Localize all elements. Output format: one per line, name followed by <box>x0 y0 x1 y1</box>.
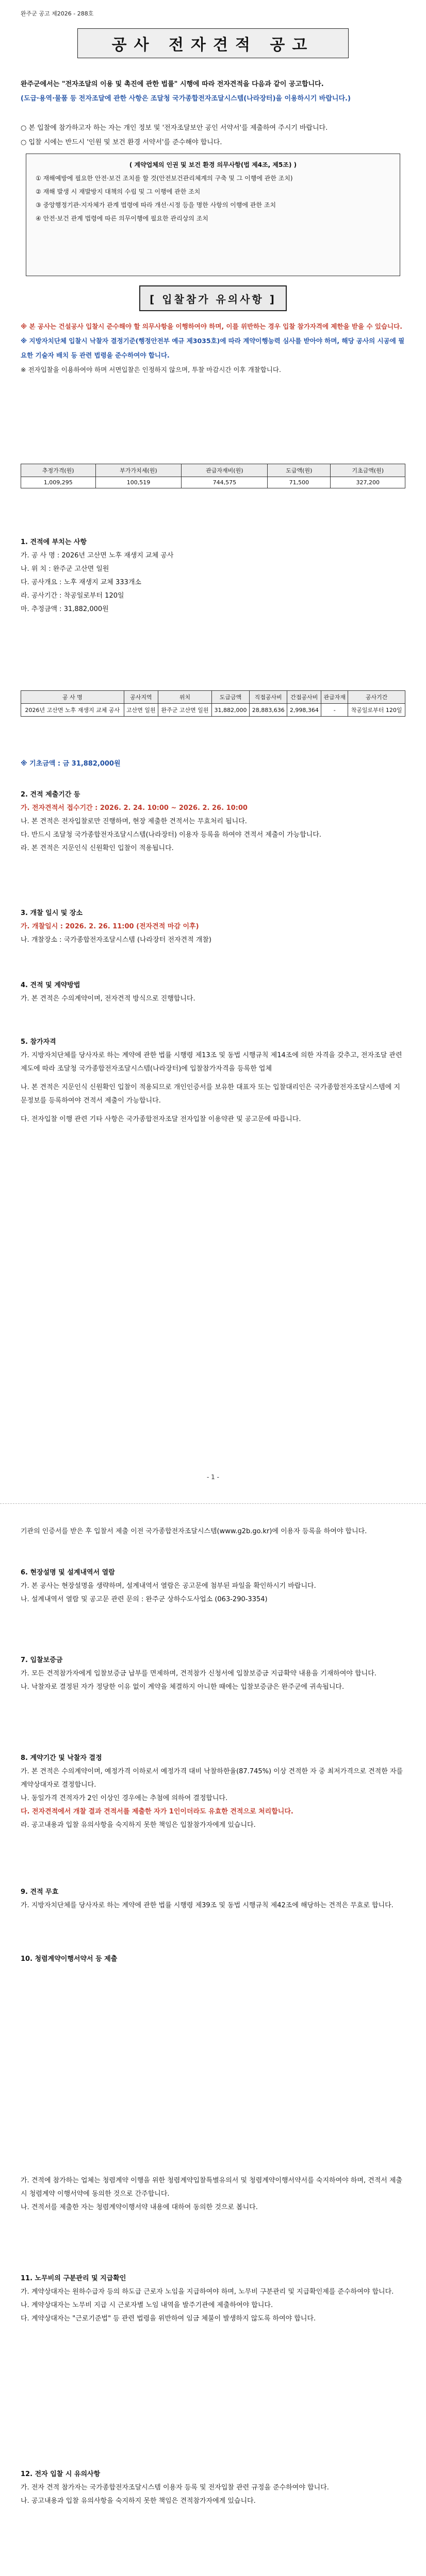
section-12 <box>21 2468 405 2508</box>
duty-box <box>26 154 400 276</box>
table-cell: 완주군 고산면 일원 <box>158 704 212 717</box>
intro-line-1: 완주군에서는 "전자조달의 이용 및 촉진에 관한 법률" 시행에 따라 전자견적을 다음과 같이 공고합니다. <box>21 80 324 88</box>
section-9-title: 9. 견적 무효 <box>21 1888 59 1896</box>
section-1-line: 라. 공사기간 : 착공일로부터 120일 <box>21 592 124 600</box>
page2-continuation <box>21 1525 405 1538</box>
section-7 <box>21 1654 405 1694</box>
section-11-title: 11. 노무비의 구분관리 및 지급확인 <box>21 2275 126 2282</box>
section-11-line: 다. 계약상대자는 "근로기준법" 등 관련 법령을 위반하여 임금 체불이 발생하지 않도록 하여야 합니다. <box>21 2315 316 2323</box>
section-12-line: 나. 공고내용과 입찰 유의사항을 숙지하지 못한 책임은 견적참가자에게 있습니다. <box>21 2497 256 2505</box>
section-3-title: 3. 개찰 일시 및 장소 <box>21 909 83 917</box>
section-7-line: 나. 낙찰자로 결정된 자가 정당한 이유 없이 계약을 체결하지 아니한 때에는 입찰보증금은 완주군에 귀속됩니다. <box>21 1683 345 1691</box>
notice-3: ※ 전자입찰을 이용하여야 하며 서면입찰은 인정하지 않으며, 투찰 마감시간 이후 개찰합니다. <box>21 366 281 374</box>
table-header: 공사지역 <box>124 691 158 704</box>
notice-2: ※ 지방자치단체 입찰시 낙찰자 결정기준(행정안전부 예규 제3035호)에 따라 계약이행능력 심사를 받아야 하며, 해당 공사의 시공에 필요한 기술자 배치 등 관련 법령을 준수하여야 합니다. <box>21 337 405 359</box>
table-cell: 1,009,295 <box>21 477 96 488</box>
table-cell: 2026년 고산면 노후 재생지 교체 공사 <box>21 704 124 717</box>
notice-heading: [ 입찰참가 유의사항 ] <box>139 285 287 311</box>
table-cell: 31,882,000 <box>211 704 249 717</box>
table-cell: 327,200 <box>331 477 405 488</box>
section-2-line: 라. 본 견적은 지문인식 신원확인 입찰이 적용됩니다. <box>21 844 174 852</box>
table-cell: 28,883,636 <box>250 704 287 717</box>
table-header: 위치 <box>158 691 212 704</box>
section-1 <box>21 536 405 616</box>
table-cell: 2,998,364 <box>287 704 321 717</box>
table-header: 직접공사비 <box>250 691 287 704</box>
section-1-line: 마. 추정금액 : 31,882,000원 <box>21 605 109 613</box>
page-number: - 1 - <box>207 1473 219 1481</box>
duty-line-4: ④ 안전·보건 관계 법령에 따른 의무이행에 필요한 관리상의 조치 <box>36 215 208 222</box>
intro-text <box>21 77 405 106</box>
table-cell: 착공일로부터 120일 <box>348 704 405 717</box>
notice-1: ※ 본 공사는 건설공사 입찰시 준수해야 할 의무사항을 이행하여야 하며, 이를 위반하는 경우 입찰 참가자격에 제한을 받을 수 있습니다. <box>21 323 402 330</box>
bullet-1: ○ 본 입찰에 참가하고자 하는 자는 개인 정보 및 '전자조달보안 공인 서약서'를 제출하여 주시기 바랍니다. <box>21 124 328 132</box>
section-5 <box>21 1036 405 1126</box>
table-cell: 744,575 <box>182 477 268 488</box>
section-8-line: 가. 본 견적은 수의계약이며, 예정가격 이하로서 예정가격 대비 낙찰하한율(87.745%) 이상 견적한 자 중 최저가격으로 견적한 자를 계약상대자로 결정합니다. <box>21 1768 403 1789</box>
duty-line-3: ③ 중앙행정기관·지자체가 관계 법령에 따라 개선·시정 등을 명한 사항의 이행에 관한 조치 <box>36 201 276 209</box>
section-4-title: 4. 견적 및 계약방법 <box>21 981 80 989</box>
section-9-line: 가. 지방자치단체를 당사자로 하는 계약에 관한 법률 시행령 제39조 및 동법 시행규칙 제42조에 해당하는 견적은 무효로 합니다. <box>21 1902 394 1909</box>
section-2-line: 가. 전자견적서 접수기간 : 2026. 2. 24. 10:00 ~ 2026. 2. 26. 10:00 <box>21 804 248 812</box>
table-cell: 71,500 <box>268 477 331 488</box>
section-7-title: 7. 입찰보증금 <box>21 1656 63 1664</box>
table-header: 공사기간 <box>348 691 405 704</box>
section-8-line: 라. 공고내용과 입찰 유의사항을 숙지하지 못한 책임은 입찰참가자에게 있습니다. <box>21 1821 256 1829</box>
section-10 <box>21 2174 405 2214</box>
section-2-line: 다. 반드시 조달청 국가종합전자조달시스템(나라장터) 이용자 등록을 하여야 견적서 제출이 가능합니다. <box>21 831 322 839</box>
bullet-2: ○ 입찰 시에는 반드시 '인원 및 보건 환경 서약서'를 준수해야 합니다. <box>21 139 222 146</box>
table-cell: 고산면 일원 <box>124 704 158 717</box>
table-header: 도급금액 <box>211 691 249 704</box>
duty-line-1: ① 재해예방에 필요한 안전·보건 조치를 할 것(안전보건관리체계의 구축 및 그 이행에 관한 조치) <box>36 175 293 182</box>
section-5-line: 가. 지방자치단체를 당사자로 하는 계약에 관한 법률 시행령 제13조 및 동법 시행규칙 제14조에 의한 자격을 갖추고, 전자조달 관련 제도에 따라 조달청 국가종합전자조달시스템(나라장터)에 입찰참가자격을 등록한 업체 <box>21 1052 402 1073</box>
section-11-line: 가. 계약상대자는 원하수급자 등의 하도급 근로자 노임을 지급하여야 하며, 노무비 구분관리 및 지급확인제를 준수하여야 합니다. <box>21 2288 394 2296</box>
section-5-line: 나. 본 견적은 지문인식 신원확인 입찰이 적용되므로 개인인증서를 보유한 대표자 또는 입찰대리인은 국가종합전자조달시스템에 지문정보를 등록하여야 견적서 제출이 가능합니다. <box>21 1083 400 1105</box>
base-amount-text: ※ 기초금액 : 금 31,882,000원 <box>21 760 121 768</box>
continuation-text: 기관의 인증서를 받은 후 입찰서 제출 이전 국가종합전자조달시스템(www.g2b.go.kr)에 이용자 등록을 하여야 합니다. <box>21 1528 367 1535</box>
section-6 <box>21 1566 405 1606</box>
section-5-title: 5. 참가자격 <box>21 1038 56 1046</box>
section-6-title: 6. 현장설명 및 설계내역서 열람 <box>21 1569 115 1577</box>
section-10-line: 가. 견적에 참가하는 업체는 청렴계약 이행을 위한 청렴계약입찰특별유의서 및 청렴계약이행서약서를 숙지하여야 하며, 견적서 제출 시 청렴계약 이행서약에 동의한 것으로 간주합니다. <box>21 2177 403 2198</box>
table-header: 기초금액(원) <box>331 464 405 477</box>
intro-line-2: (도급·용역·물품 등 전자조달에 관한 사항은 조달청 국가종합전자조달시스템(나라장터)을 이용하시기 바랍니다.) <box>21 95 351 103</box>
section-4-line: 가. 본 견적은 수의계약이며, 전자견적 방식으로 진행합니다. <box>21 995 195 1003</box>
section-3 <box>21 907 405 947</box>
section-1-line: 다. 공사개요 : 노후 재생지 교체 333개소 <box>21 579 141 586</box>
section-1-title: 1. 견적에 부치는 사항 <box>21 538 87 546</box>
title-box <box>77 28 349 58</box>
table-header: 부가가치세(원) <box>95 464 182 477</box>
table-header: 관급자재 <box>321 691 348 704</box>
section-3-line: 가. 개찰일시 : 2026. 2. 26. 11:00 (전자견적 마감 이후) <box>21 923 199 930</box>
page-divider <box>0 1503 426 1504</box>
section-10-heading <box>21 1953 405 1966</box>
section-8-title: 8. 계약기간 및 낙찰자 결정 <box>21 1754 102 1762</box>
section-5-line: 다. 전자입찰 이행 관련 기타 사항은 국가종합전자조달 전자입찰 이용약관 및 공고문에 따릅니다. <box>21 1115 301 1123</box>
section-1-line: 나. 위 치 : 완주군 고산면 일원 <box>21 565 109 573</box>
section-2 <box>21 788 405 855</box>
notice-list <box>21 319 405 377</box>
section-10-line: 나. 견적서를 제출한 자는 청렴계약이행서약 내용에 대하여 동의한 것으로 봅니다. <box>21 2204 258 2211</box>
duty-line-2: ② 재해 발생 시 재발방지 대책의 수립 및 그 이행에 관한 조치 <box>36 188 201 195</box>
document-title: 공사 전자견적 공고 <box>111 36 315 54</box>
document-number: 완주군 공고 제2026 - 288호 <box>21 10 94 17</box>
section-4 <box>21 979 405 1006</box>
table-header: 관급자재비(원) <box>182 464 268 477</box>
section-9 <box>21 1886 405 1912</box>
table-header: 공 사 명 <box>21 691 124 704</box>
section-6-line: 가. 본 공사는 현장설명을 생략하며, 설계내역서 열람은 공고문에 첨부된 파일을 확인하시기 바랍니다. <box>21 1582 316 1590</box>
table-header: 간접공사비 <box>287 691 321 704</box>
section-12-line: 가. 전자 견적 참가자는 국가종합전자조달시스템 이용자 등록 및 전자입찰 관련 규정을 준수하여야 합니다. <box>21 2484 329 2492</box>
document-page-2 <box>0 1504 426 2576</box>
section-2-title: 2. 견적 제출기간 등 <box>21 791 80 799</box>
project-table <box>21 690 405 717</box>
section-7-line: 가. 모든 견적참가자에게 입찰보증금 납부를 면제하며, 견적참가 신청서에 입찰보증금 지급확약 내용을 기재하여야 합니다. <box>21 1670 376 1677</box>
section-6-line: 나. 설계내역서 열람 및 공고문 관련 문의 : 완주군 상하수도사업소 (063-290-3354) <box>21 1596 268 1603</box>
intro-bullets <box>21 121 405 150</box>
section-11-line: 나. 계약상대자는 노무비 지급 시 근로자별 노임 내역을 발주기관에 제출하여야 합니다. <box>21 2301 273 2309</box>
section-10-title: 10. 청렴계약이행서약서 등 제출 <box>21 1955 118 1963</box>
amount-table-1 <box>21 464 405 488</box>
section-3-line: 나. 개찰장소 : 국가종합전자조달시스템 (나라장터 전자견적 개찰) <box>21 936 211 944</box>
duty-box-title: ( 계약업체의 인권 및 보건 환경 의무사항(법 제4조, 제5조) ) <box>129 161 297 168</box>
section-2-line: 나. 본 견적은 전자입찰로만 진행하며, 현장 제출한 견적서는 무효처리 됩니다. <box>21 818 247 825</box>
section-8 <box>21 1752 405 1832</box>
table-header: 도급액(원) <box>268 464 331 477</box>
section-11 <box>21 2272 405 2326</box>
table-cell: - <box>321 704 348 717</box>
base-amount-note <box>21 757 405 771</box>
section-8-line: 다. 전자견적에서 개찰 결과 견적서를 제출한 자가 1인이더라도 유효한 견적으로 처리합니다. <box>21 1808 293 1816</box>
section-1-line: 가. 공 사 명 : 2026년 고산면 노후 재생지 교체 공사 <box>21 552 174 560</box>
table-header: 추정가격(원) <box>21 464 96 477</box>
section-8-line: 나. 동일가격 견적자가 2인 이상인 경우에는 추첨에 의하여 결정합니다. <box>21 1794 228 1802</box>
section-12-title: 12. 전자 입찰 시 유의사항 <box>21 2470 101 2478</box>
table-cell: 100,519 <box>95 477 182 488</box>
